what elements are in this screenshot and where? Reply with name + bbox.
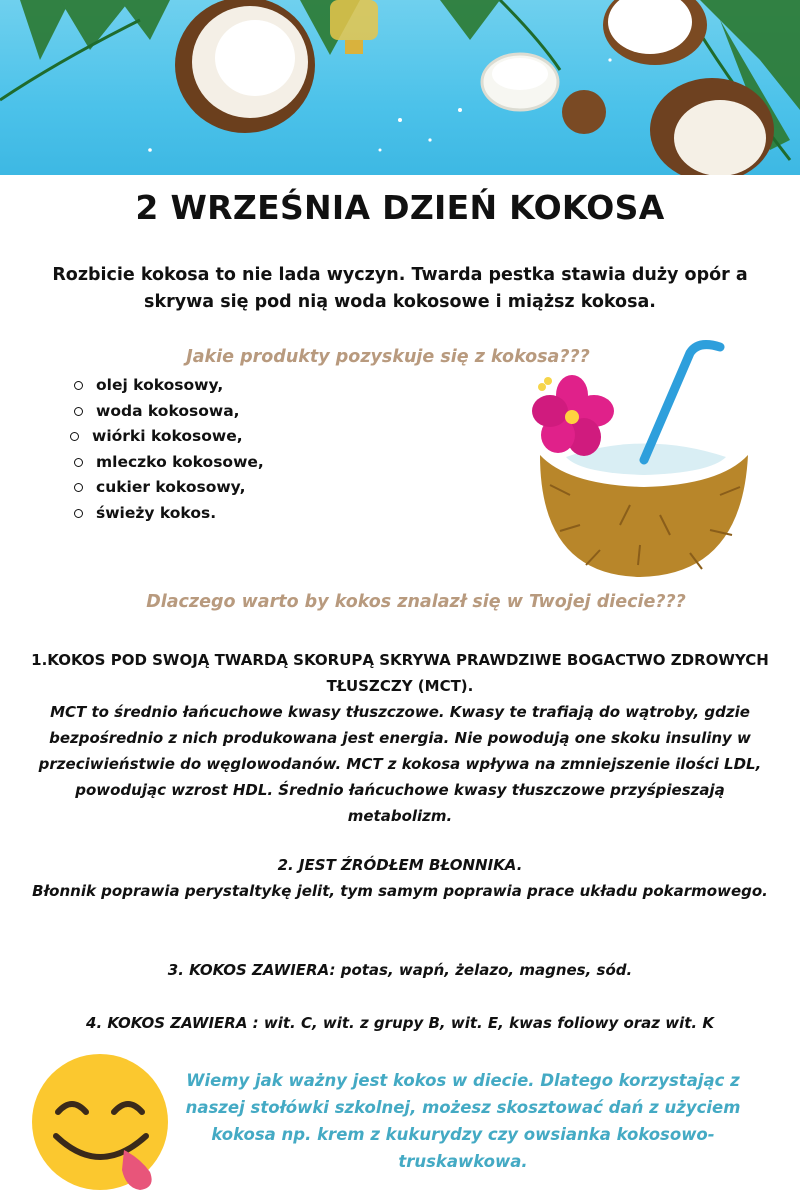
bullet-icon <box>74 483 83 492</box>
page-title: 2 WRZEŚNIA DZIEŃ KOKOSA <box>135 188 665 227</box>
list-item: olej kokosowy, <box>70 373 264 399</box>
benefit-section-2 <box>30 852 770 904</box>
hero-photo <box>0 0 800 175</box>
bullet-icon <box>74 381 83 390</box>
list-item: mleczko kokosowe, <box>70 450 264 476</box>
coconut-drink-icon <box>520 335 760 585</box>
benefit-2-body: Błonnik poprawia perystaltykę jelit, tym samym poprawia prace układu pokarmowego. <box>32 882 768 900</box>
benefits-heading: Dlaczego warto by kokos znalazł się w Twojej diecie??? <box>146 592 686 612</box>
footer-text: Wiemy jak ważny jest kokos w diecie. Dlatego korzystając z naszej stołówki szkolnej, możesz skosztować dań z użyciem kokosa np. krem z kukurydzy czy owsianka kokosowo-truskawkowa. <box>185 1071 741 1171</box>
yum-face-icon <box>28 1050 178 1200</box>
list-item: woda kokosowa, <box>70 399 264 425</box>
bullet-icon <box>70 432 79 441</box>
benefit-1-body: MCT to średnio łańcuchowe kwasy tłuszczowe. Kwasy te trafiają do wątroby, gdzie bezpośrednio z nich produkowana jest energia. Nie powodują one skoku insuliny w przeciwieństwie do węglowodanów. MCT z kokosa wpływa na zmniejszenie ilości LDL, powodując wzrost HDL. Średnio łańcuchowe kwasy tłuszczowe przyśpieszają metabolizm. <box>38 703 762 825</box>
benefit-1-heading: 1.KOKOS POD SWOJĄ TWARDĄ SKORUPĄ SKRYWA PRAWDZIWE BOGACTWO ZDROWYCH TŁUSZCZY (MCT). <box>31 651 769 695</box>
list-item: wiórki kokosowe, <box>66 424 264 450</box>
products-list <box>70 373 264 526</box>
benefit-section-3: 3. KOKOS ZAWIERA: potas, wapń, żelazo, magnes, sód. <box>167 961 633 979</box>
bullet-icon <box>74 509 83 518</box>
bullet-icon <box>74 407 83 416</box>
benefit-2-heading: 2. JEST ŹRÓDŁEM BŁONNIKA. <box>277 856 523 874</box>
list-item: cukier kokosowy, <box>70 475 264 501</box>
products-heading: Jakie produkty pozyskuje się z kokosa??? <box>186 347 590 367</box>
list-item: świeży kokos. <box>70 501 264 527</box>
benefit-section-4: 4. KOKOS ZAWIERA : wit. C, wit. z grupy B, wit. E, kwas foliowy oraz wit. K <box>86 1014 714 1032</box>
intro-text: Rozbicie kokosa to nie lada wyczyn. Twarda pestka stawia duży opór a skrywa się pod nią woda kokosowe i miąższ kokosa. <box>52 265 748 312</box>
coconut-photo-icon <box>0 0 800 175</box>
bullet-icon <box>74 458 83 467</box>
benefit-section-1 <box>30 647 770 829</box>
